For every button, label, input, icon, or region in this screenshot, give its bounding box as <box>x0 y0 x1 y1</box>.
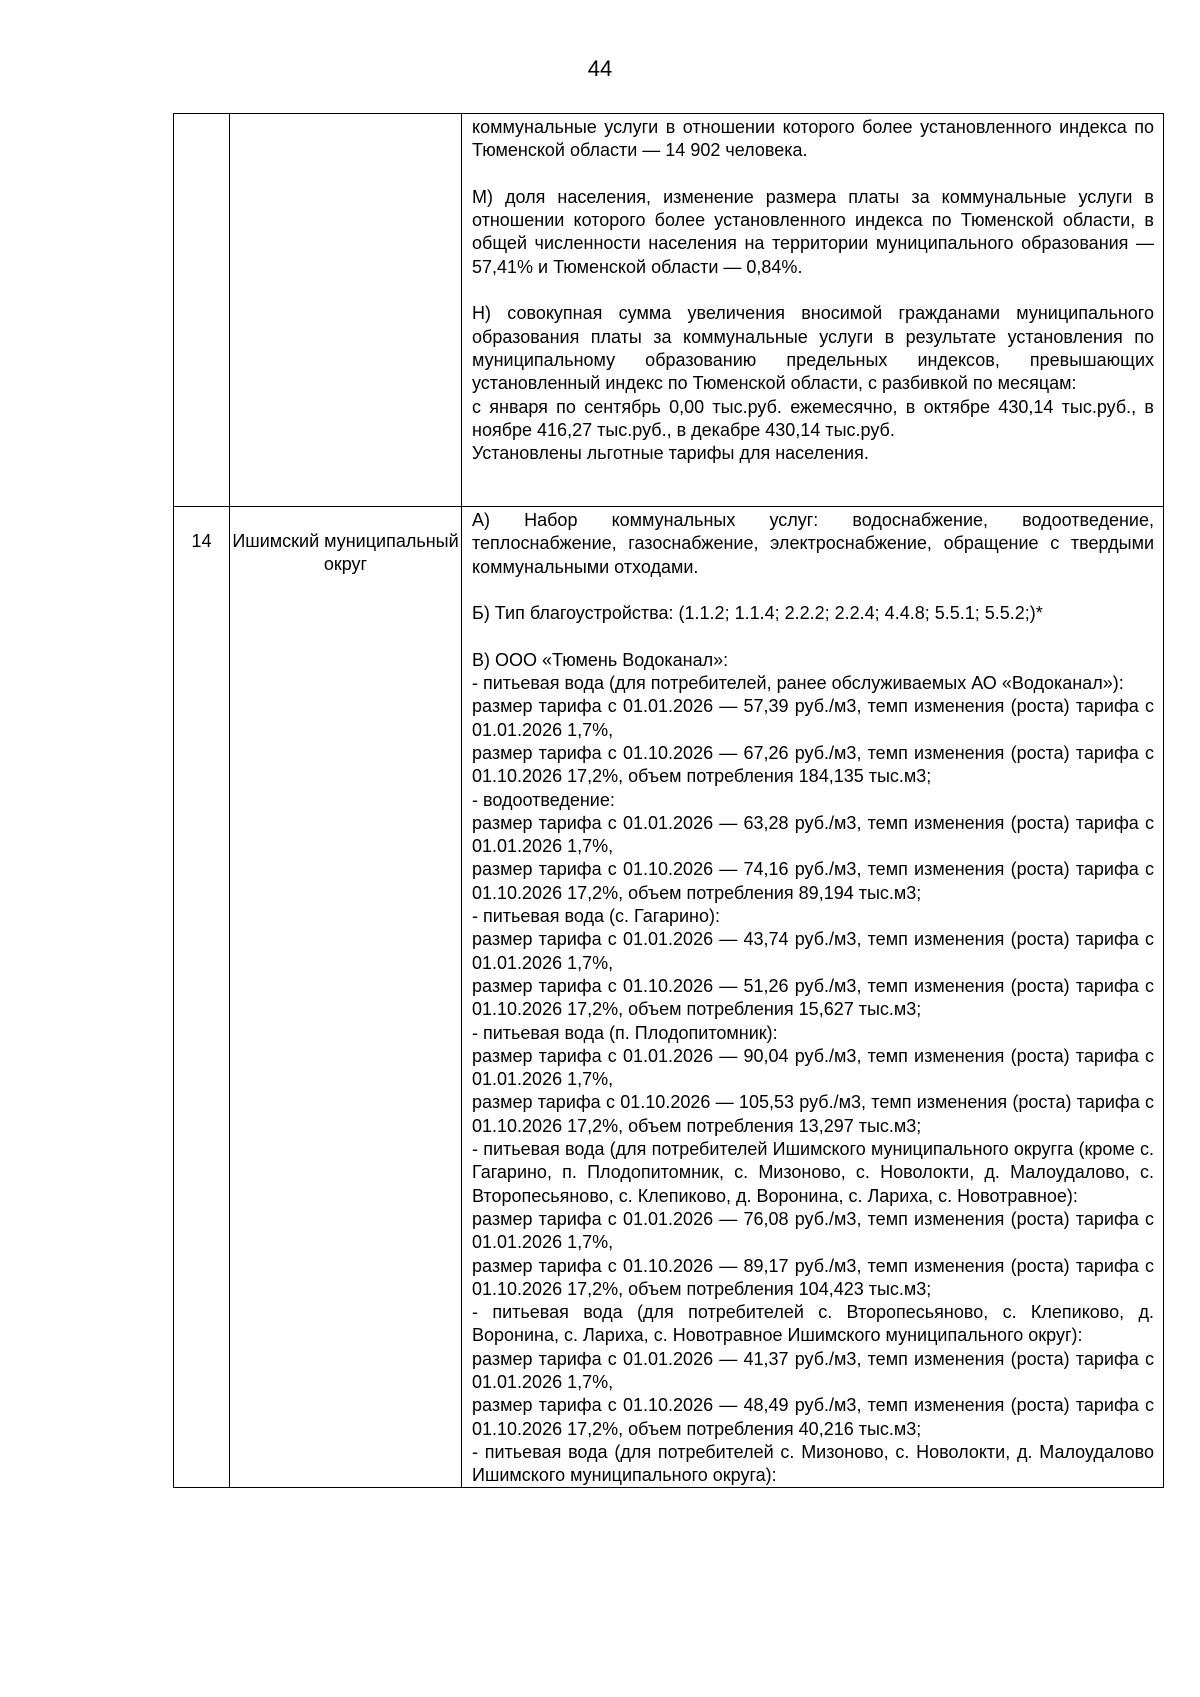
paragraph: размер тарифа с 01.10.2026 — 67,26 руб./м3, темп изменения (роста) тарифа с 01.10.2026 17,2%, объем потребления 184,135 тыс.м3; <box>472 742 1154 787</box>
paragraph: - питьевая вода (с. Гагарино): <box>472 906 720 927</box>
content-cell <box>462 507 1164 1488</box>
paragraph: размер тарифа с 01.10.2026 — 48,49 руб./м3, темп изменения (роста) тарифа с 01.10.2026 17,2%, объем потребления 40,216 тыс.м3; <box>472 1395 1154 1439</box>
paragraph: - питьевая вода (для потребителей с. Мизоново, с. Новолокти, д. Малоудалово Ишимского муниципального округа): <box>472 1441 1154 1486</box>
paragraph: Н) совокупная сумма увеличения вносимой гражданами муниципального образования платы за коммунальные услуги в результате установления по муниципальному образованию предельных индексов, превышающих установленный индекс по Тюменской области, с разбивкой по месяцам: <box>472 303 1154 394</box>
paragraph: коммунальные услуги в отношении которого более установленного индекса по Тюменской области — 14 902 человека. <box>472 117 1154 161</box>
page-number: 44 <box>587 56 613 81</box>
paragraph: Б) Тип благоустройства: (1.1.2; 1.1.4; 2.2.2; 2.2.4; 4.4.8; 5.5.1; 5.5.2;)* <box>472 603 1043 624</box>
paragraph: размер тарифа с 01.01.2026 — 63,28 руб./м3, темп изменения (роста) тарифа с 01.01.2026 1,7%, <box>472 812 1154 857</box>
paragraph: Установлены льготные тарифы для населения. <box>472 443 869 464</box>
paragraph: В) ООО «Тюмень Водоканал»: <box>472 649 729 670</box>
paragraph: М) доля населения, изменение размера платы за коммунальные услуги в отношении которого более установленного индекса по Тюменской области, в общей численности населения на территории муниципального образования — 57,41% и Тюменской области — 0,84%. <box>472 186 1154 277</box>
paragraph: размер тарифа с 01.01.2026 — 41,37 руб./м3, темп изменения (роста) тарифа с 01.01.2026 1,7%, <box>472 1348 1154 1392</box>
paragraph: размер тарифа с 01.01.2026 — 43,74 руб./м3, темп изменения (роста) тарифа с 01.01.2026 1,7%, <box>472 929 1154 973</box>
paragraph: - питьевая вода (п. Плодопитомник): <box>472 1022 778 1043</box>
content-cell <box>462 114 1164 507</box>
paragraph: размер тарифа с 01.10.2026 — 89,17 руб./м3, темп изменения (роста) тарифа с 01.10.2026 17,2%, объем потребления 104,423 тыс.м3; <box>472 1255 1154 1299</box>
paragraph: - питьевая вода (для потребителей с. Второпесьяново, с. Клепиково, д. Воронина, с. Лариха, с. Новотравное Ишимского муниципального округ): <box>472 1302 1154 1346</box>
table-row <box>174 114 1164 507</box>
paragraph: - питьевая вода (для потребителей Ишимского муниципального округга (кроме с. Гагарино, п. Плодопитомник, с. Мизоново, с. Новолокти, д. Малоудалово, с. Второпесьяново, с. Клепиково, д. Воронина, с. Лариха, с. Новотравное): <box>472 1139 1154 1206</box>
paragraph: - водоотведение: <box>472 789 615 810</box>
paragraph: с января по сентябрь 0,00 тыс.руб. ежемесячно, в октябре 430,14 тыс.руб., в ноябре 416,27 тыс.руб., в декабре 430,14 тыс.руб. <box>472 396 1154 440</box>
paragraph: размер тарифа с 01.01.2026 — 57,39 руб./м3, темп изменения (роста) тарифа с 01.01.2026 1,7%, <box>472 696 1154 740</box>
row-number-cell: 14 <box>174 507 230 1488</box>
paragraph: А) Набор коммунальных услуг: водоснабжение, водоотведение, теплоснабжение, газоснабжение, электроснабжение, обращение с твердыми коммунальными отходами. <box>472 510 1154 577</box>
paragraph: размер тарифа с 01.10.2026 — 74,16 руб./м3, темп изменения (роста) тарифа с 01.10.2026 17,2%, объем потребления 89,194 тыс.м3; <box>472 859 1154 903</box>
paragraph: размер тарифа с 01.10.2026 — 51,26 руб./м3, темп изменения (роста) тарифа с 01.10.2026 17,2%, объем потребления 15,627 тыс.м3; <box>472 975 1154 1020</box>
row-number-cell <box>174 114 230 507</box>
paragraph-gap <box>472 579 1154 602</box>
paragraph: размер тарифа с 01.10.2026 — 105,53 руб./м3, темп изменения (роста) тарифа с 01.10.2026 17,2%, объем потребления 13,297 тыс.м3; <box>472 1092 1154 1136</box>
paragraph-gap <box>472 163 1154 186</box>
paragraph: - питьевая вода (для потребителей, ранее обслуживаемых АО «Водоканал»): <box>472 673 1124 694</box>
municipality-cell <box>230 114 462 507</box>
paragraph-gap <box>472 625 1154 648</box>
paragraph: размер тарифа с 01.01.2026 — 90,04 руб./м3, темп изменения (роста) тарифа с 01.01.2026 1,7%, <box>472 1045 1154 1090</box>
table-row <box>174 507 1164 1488</box>
paragraph: размер тарифа с 01.01.2026 — 76,08 руб./м3, темп изменения (роста) тарифа с 01.01.2026 1,7%, <box>472 1208 1154 1253</box>
municipality-cell: Ишимский муниципальный округ <box>230 507 462 1488</box>
paragraph-gap <box>472 279 1154 302</box>
tariff-table <box>173 113 1164 1488</box>
